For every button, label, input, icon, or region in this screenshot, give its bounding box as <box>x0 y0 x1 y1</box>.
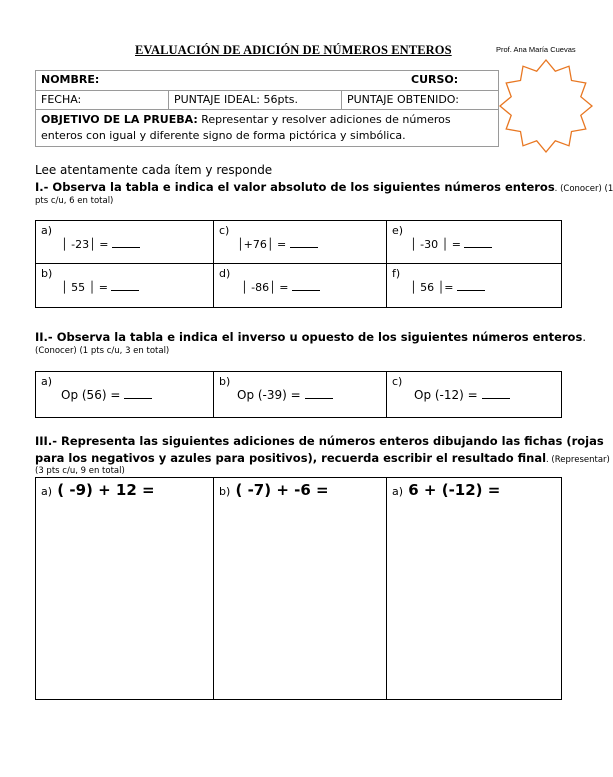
section2-heading-end: . <box>582 330 586 344</box>
item-expr: Op (56) = <box>61 388 125 402</box>
item-label: c) <box>392 375 403 388</box>
item-label: c) <box>219 224 230 237</box>
answer-blank[interactable] <box>111 280 139 291</box>
item-label: a) <box>392 485 404 498</box>
answer-blank[interactable] <box>292 280 320 291</box>
page-title: EVALUACIÓN DE ADICIÓN DE NÚMEROS ENTEROS <box>135 43 452 57</box>
section1-heading <box>35 180 613 194</box>
section2-heading <box>35 330 586 344</box>
add-item-a[interactable] <box>36 478 214 700</box>
section1-heading-text: I.- Observa la tabla e indica el valor absoluto de los siguientes números enteros <box>35 180 555 194</box>
add-item-c[interactable] <box>387 478 562 700</box>
student-info-table <box>35 70 499 147</box>
section3-note: (3 pts c/u, 9 en total) <box>35 466 125 476</box>
section1-note: . (Conocer) (1 <box>554 184 613 194</box>
abs-item-f <box>387 264 562 308</box>
section2-note: (Conocer) (1 pts c/u, 3 en total) <box>35 346 170 356</box>
objetivo-text: Representar y resolver adiciones de números enteros con igual y diferente signo de forma pictórica y simbólica. <box>41 113 451 142</box>
item-label: d) <box>219 267 231 280</box>
answer-blank[interactable] <box>482 388 510 399</box>
item-label: a) <box>41 375 53 388</box>
answer-blank[interactable] <box>112 237 140 248</box>
answer-blank[interactable] <box>464 237 492 248</box>
inv-item-b <box>214 372 387 418</box>
abs-item-b <box>36 264 214 308</box>
abs-item-a <box>36 221 214 264</box>
puntaje-obtenido-field[interactable]: PUNTAJE OBTENIDO: <box>342 91 499 110</box>
section3-heading-2 <box>35 451 610 465</box>
section3-heading-1: III.- Representa las siguientes adiciones de números enteros dibujando las fichas (rojas <box>35 434 604 448</box>
addition-table <box>35 477 562 700</box>
curso-field[interactable]: CURSO: <box>411 71 499 91</box>
section2-heading-text: II.- Observa la tabla e indica el inverso u opuesto de los siguientes números enteros <box>35 330 583 344</box>
absolute-value-table <box>35 220 562 308</box>
answer-blank[interactable] <box>457 280 485 291</box>
objetivo-cell <box>36 110 499 147</box>
inv-item-a <box>36 372 214 418</box>
item-expr: │ 56 │= <box>410 281 457 294</box>
item-label: b) <box>219 375 231 388</box>
fecha-field[interactable]: FECHA: <box>36 91 169 110</box>
item-expr: │ -23│ = <box>61 238 112 251</box>
answer-blank[interactable] <box>290 237 318 248</box>
objetivo-label: OBJETIVO DE LA PRUEBA: <box>41 113 198 126</box>
item-expr: │ -30 │ = <box>410 238 465 251</box>
item-label: b) <box>219 485 231 498</box>
item-expr: ( -7) + -6 = <box>230 481 329 499</box>
item-expr: Op (-12) = <box>414 388 482 402</box>
item-label: a) <box>41 224 53 237</box>
section3-heading-text: para los negativos y azules para positivos), recuerda escribir el resultado final <box>35 451 547 465</box>
score-star-icon <box>498 58 594 154</box>
section3-heading-end: . (Representar) <box>546 455 610 465</box>
item-expr: │ -86│ = <box>241 281 292 294</box>
section1-note-2: pts c/u, 6 en total) <box>35 196 114 206</box>
inverse-table <box>35 371 562 418</box>
teacher-name: Prof. Ana María Cuevas <box>496 45 576 54</box>
abs-item-d <box>214 264 387 308</box>
item-expr: 6 + (-12) = <box>403 481 501 499</box>
item-label: a) <box>41 485 53 498</box>
item-expr: │+76│ = <box>237 238 290 251</box>
nombre-field[interactable]: NOMBRE: <box>36 71 412 91</box>
item-label: f) <box>392 267 401 280</box>
add-item-b[interactable] <box>214 478 387 700</box>
item-expr: ( -9) + 12 = <box>52 481 155 499</box>
inv-item-c <box>387 372 562 418</box>
item-label: e) <box>392 224 404 237</box>
item-label: b) <box>41 267 53 280</box>
answer-blank[interactable] <box>124 388 152 399</box>
abs-item-e <box>387 221 562 264</box>
item-expr: │ 55 │ = <box>61 281 112 294</box>
puntaje-ideal: PUNTAJE IDEAL: 56pts. <box>169 91 342 110</box>
abs-item-c <box>214 221 387 264</box>
instructions: Lee atentamente cada ítem y responde <box>35 163 273 177</box>
answer-blank[interactable] <box>305 388 333 399</box>
item-expr: Op (-39) = <box>237 388 305 402</box>
